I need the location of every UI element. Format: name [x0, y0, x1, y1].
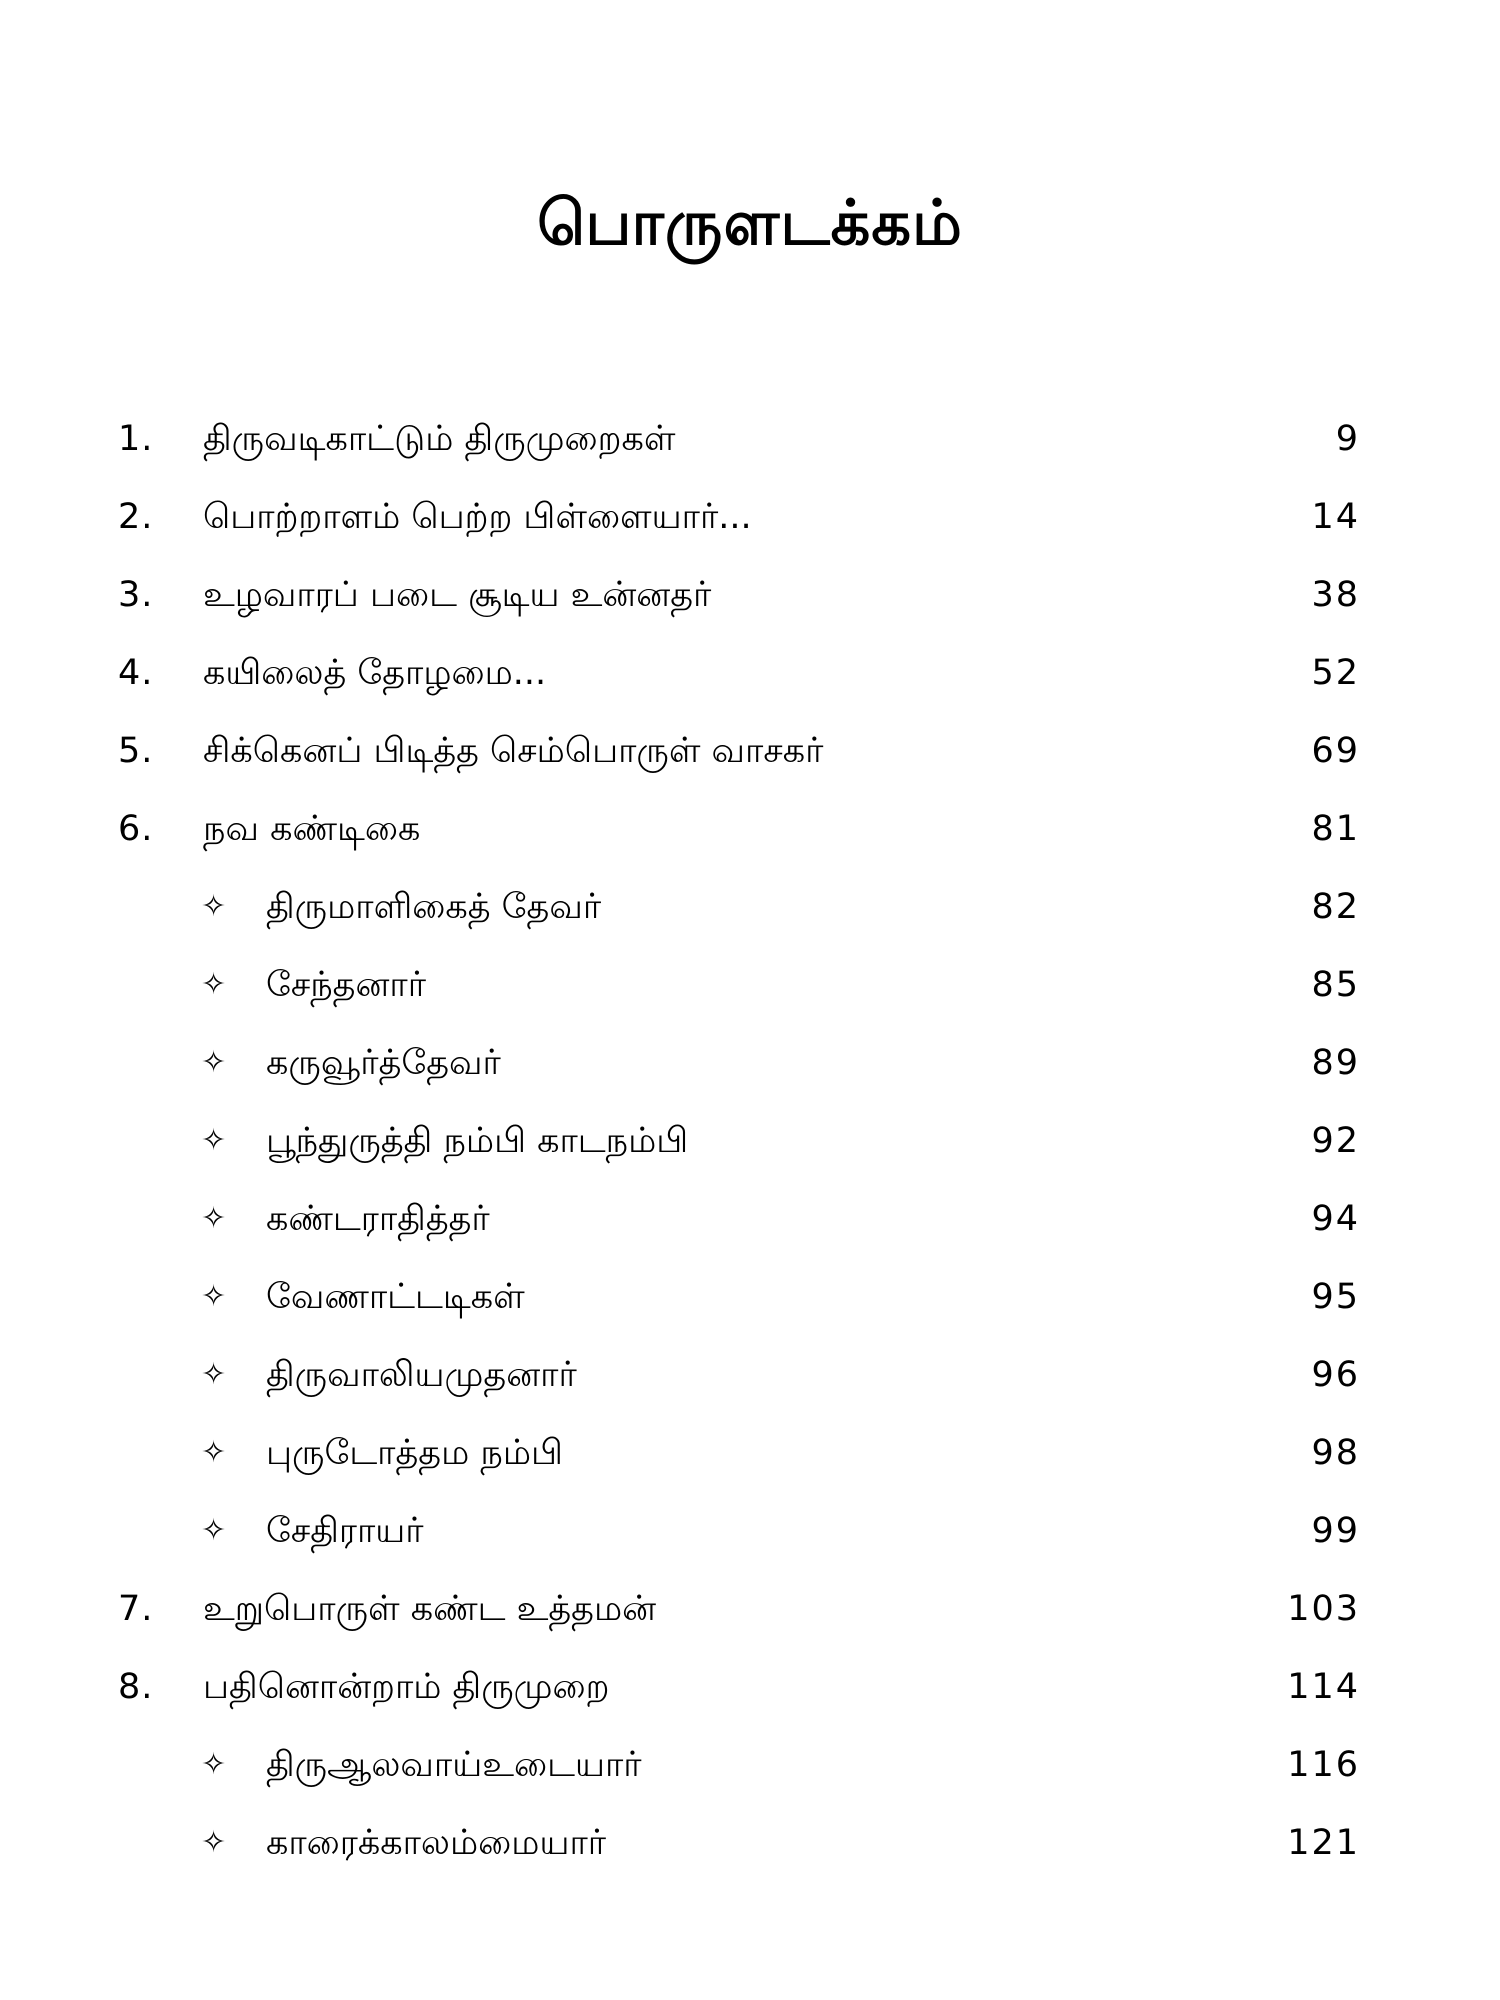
- entry-number: 7.: [118, 1589, 154, 1629]
- toc-subentry: [0, 1804, 1500, 1882]
- subentry-title: காரைக்காலம்மையார்: [266, 1823, 607, 1863]
- diamond-bullet-icon: ✧: [201, 1825, 227, 1860]
- table-of-contents: [0, 400, 1500, 1882]
- toc-subentry: [0, 868, 1500, 946]
- diamond-bullet-icon: ✧: [201, 1513, 227, 1548]
- subentry-title: கருவூர்த்தேவர்: [266, 1043, 501, 1083]
- entry-page-number: 69: [1311, 731, 1360, 771]
- entry-number: 5.: [118, 731, 154, 771]
- toc-entry: [0, 634, 1500, 712]
- toc-subentry: [0, 1492, 1500, 1570]
- toc-subentry: [0, 946, 1500, 1024]
- entry-number: 4.: [118, 653, 154, 693]
- toc-subentry: [0, 1336, 1500, 1414]
- toc-subentry: [0, 1258, 1500, 1336]
- toc-subentry: [0, 1180, 1500, 1258]
- entry-page-number: 121: [1287, 1823, 1360, 1863]
- toc-entry: [0, 712, 1500, 790]
- diamond-bullet-icon: ✧: [201, 967, 227, 1002]
- entry-title: உறுபொருள் கண்ட உத்தமன்: [203, 1589, 657, 1629]
- toc-entry: [0, 556, 1500, 634]
- subentry-title: திருவாலியமுதனார்: [266, 1355, 577, 1395]
- subentry-title: பூந்துருத்தி நம்பி காடநம்பி: [266, 1121, 689, 1161]
- toc-entry: [0, 478, 1500, 556]
- entry-title: நவ கண்டிகை: [203, 809, 421, 849]
- subentry-title: வேணாட்டடிகள்: [266, 1277, 525, 1317]
- entry-title: கயிலைத் தோழமை...: [203, 653, 547, 693]
- toc-entry: [0, 1570, 1500, 1648]
- subentry-title: சேந்தனார்: [266, 965, 426, 1005]
- entry-number: 1.: [118, 419, 154, 459]
- toc-entry: [0, 1648, 1500, 1726]
- entry-page-number: 85: [1311, 965, 1360, 1005]
- toc-subentry: [0, 1102, 1500, 1180]
- entry-page-number: 9: [1335, 419, 1360, 459]
- entry-title: திருவடிகாட்டும் திருமுறைகள்: [203, 419, 676, 459]
- toc-subentry: [0, 1414, 1500, 1492]
- entry-page-number: 92: [1311, 1121, 1360, 1161]
- entry-number: 8.: [118, 1667, 154, 1707]
- diamond-bullet-icon: ✧: [201, 1045, 227, 1080]
- entry-page-number: 103: [1287, 1589, 1360, 1629]
- entry-page-number: 89: [1311, 1043, 1360, 1083]
- entry-page-number: 52: [1311, 653, 1360, 693]
- entry-page-number: 81: [1311, 809, 1360, 849]
- diamond-bullet-icon: ✧: [201, 1357, 227, 1392]
- diamond-bullet-icon: ✧: [201, 1435, 227, 1470]
- diamond-bullet-icon: ✧: [201, 1123, 227, 1158]
- entry-page-number: 99: [1311, 1511, 1360, 1551]
- toc-subentry: [0, 1024, 1500, 1102]
- subentry-title: புருடோத்தம நம்பி: [266, 1433, 563, 1473]
- entry-number: 3.: [118, 575, 154, 615]
- subentry-title: திருஆலவாய்உடையார்: [266, 1745, 642, 1785]
- diamond-bullet-icon: ✧: [201, 1747, 227, 1782]
- subentry-title: சேதிராயர்: [266, 1511, 424, 1551]
- entry-title: பதினொன்றாம் திருமுறை: [203, 1667, 610, 1707]
- entry-title: பொற்றாளம் பெற்ற பிள்ளையார்...: [203, 497, 752, 537]
- page-title: பொருளடக்கம்: [537, 186, 963, 259]
- toc-entry: [0, 400, 1500, 478]
- diamond-bullet-icon: ✧: [201, 1279, 227, 1314]
- entry-number: 6.: [118, 809, 154, 849]
- entry-page-number: 94: [1311, 1199, 1360, 1239]
- entry-page-number: 38: [1311, 575, 1360, 615]
- diamond-bullet-icon: ✧: [201, 1201, 227, 1236]
- subentry-title: திருமாளிகைத் தேவர்: [266, 887, 602, 927]
- entry-title: உழவாரப் படை சூடிய உன்னதர்: [203, 575, 712, 615]
- entry-page-number: 96: [1311, 1355, 1360, 1395]
- entry-title: சிக்கெனப் பிடித்த செம்பொருள் வாசகர்: [203, 731, 824, 771]
- entry-page-number: 95: [1311, 1277, 1360, 1317]
- entry-number: 2.: [118, 497, 154, 537]
- entry-page-number: 14: [1311, 497, 1360, 537]
- toc-entry: [0, 790, 1500, 868]
- entry-page-number: 114: [1287, 1667, 1360, 1707]
- entry-page-number: 82: [1311, 887, 1360, 927]
- entry-page-number: 98: [1311, 1433, 1360, 1473]
- toc-subentry: [0, 1726, 1500, 1804]
- diamond-bullet-icon: ✧: [201, 889, 227, 924]
- entry-page-number: 116: [1287, 1745, 1360, 1785]
- subentry-title: கண்டராதித்தர்: [266, 1199, 490, 1239]
